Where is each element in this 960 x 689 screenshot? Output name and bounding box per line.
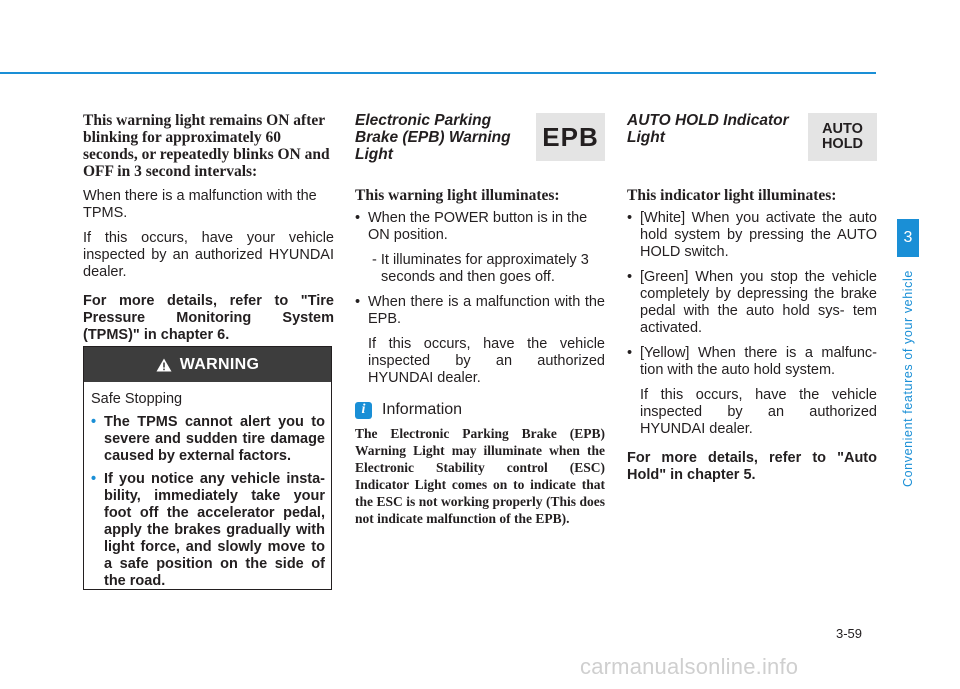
auto-hold-reference: For more details, refer to "Auto Hold" in chapter 5.	[627, 450, 877, 483]
epb-title-line: Brake (EPB) Warning	[355, 129, 511, 146]
bullet-dot-icon: •	[355, 294, 361, 310]
info-heading	[355, 401, 605, 419]
chapter-title: Convenient features of your vehicle	[901, 270, 915, 488]
auto-hold-icon-line: AUTO	[822, 121, 863, 137]
bullet-dot-icon: •	[627, 269, 633, 285]
auto-hold-illuminates-heading: This indicator light illuminates:	[627, 187, 837, 204]
right-column	[627, 187, 877, 492]
list-item-text: [Green] When you stop the vehicle completely by depressing the brake pedal with the auto hold sys- tem activated.	[640, 269, 877, 336]
warning-box	[83, 346, 332, 590]
info-title: Information	[382, 401, 463, 418]
info-text: The Electronic Parking Brake (EPB) Warning Light may illuminate when the Electronic Stability control (ESC) Indicator Light comes on to indicate that the ESC is not working properly (This does not indicate malfunction of the EPB).	[355, 426, 605, 526]
epb-indicator-icon	[536, 113, 605, 161]
info-icon: i	[355, 402, 372, 419]
top-rule	[0, 72, 876, 74]
bullet-dot-icon: •	[627, 210, 633, 226]
warning-title: WARNING	[179, 355, 260, 373]
list-subitem: - It illuminates for approximately 3 seconds and then goes off.	[372, 252, 589, 285]
middle-column	[355, 187, 605, 527]
warning-body	[84, 382, 331, 590]
list-item-text: When there is a malfunction with the EPB.	[368, 294, 605, 327]
warning-item	[91, 471, 325, 590]
bullet-dot-icon: •	[355, 210, 361, 226]
chapter-tab: 3	[897, 219, 919, 257]
list-subitem: If this occurs, have the vehicle inspected by an authorized HYUNDAI dealer.	[640, 387, 877, 437]
list-item	[627, 345, 877, 379]
tpms-paragraph-2: If this occurs, have your vehicle inspected by an authorized HYUNDAI dealer.	[83, 230, 334, 280]
warning-triangle-icon	[156, 358, 172, 372]
epb-title	[355, 112, 535, 163]
list-item	[355, 294, 605, 328]
bullet-dot-icon: •	[91, 471, 97, 487]
warning-subtitle: Safe Stopping	[91, 391, 183, 407]
warning-item-text: The TPMS cannot alert you to severe and sudden tire damage caused by external factors.	[104, 414, 325, 464]
list-item	[627, 269, 877, 337]
bullet-dot-icon: •	[91, 414, 97, 430]
list-item-text: When the POWER button is in the ON position.	[368, 210, 588, 243]
list-item-text: [Yellow] When there is a malfunc- tion with the auto hold system.	[640, 345, 877, 378]
tpms-paragraph-1: When there is a malfunction with the TPMS.	[83, 188, 317, 221]
list-item	[627, 210, 877, 261]
tpms-reference: For more details, refer to "Tire Pressure Monitoring System (TPMS)" in chapter 6.	[83, 293, 334, 343]
auto-hold-icon-line: HOLD	[821, 136, 864, 152]
auto-hold-title-line: AUTO HOLD Indicator	[627, 112, 789, 129]
epb-icon-text: EPB	[542, 121, 599, 152]
warning-item	[91, 414, 325, 465]
page-number: 3-59	[836, 626, 863, 641]
warning-item-text: If you notice any vehicle insta- bility, immediately take your foot off the accelerator pedal, apply the brakes gradually with light force, and slowly move to a safe position on the side of the road.	[104, 471, 325, 589]
auto-hold-indicator-icon	[808, 113, 877, 161]
epb-title-line: Light	[355, 146, 393, 163]
epb-illuminates-heading: This warning light illuminates:	[355, 187, 560, 204]
watermark: carmanualsonline.info	[580, 654, 799, 679]
auto-hold-title-line: Light	[627, 129, 665, 146]
bullet-dot-icon: •	[627, 345, 633, 361]
left-column	[83, 112, 334, 352]
list-item	[355, 210, 605, 244]
auto-hold-title	[627, 112, 807, 146]
list-subitem: If this occurs, have the vehicle inspected by an authorized HYUNDAI dealer.	[368, 336, 605, 386]
list-item-text: [White] When you activate the auto hold system by pressing the AUTO HOLD switch.	[640, 210, 877, 260]
epb-title-line: Electronic Parking	[355, 112, 492, 129]
warning-header	[84, 347, 331, 382]
tpms-heading: This warning light remains ON after blinking for approximately 60 seconds, or repeatedly blinks ON and OFF in 3 second intervals:	[83, 112, 330, 180]
